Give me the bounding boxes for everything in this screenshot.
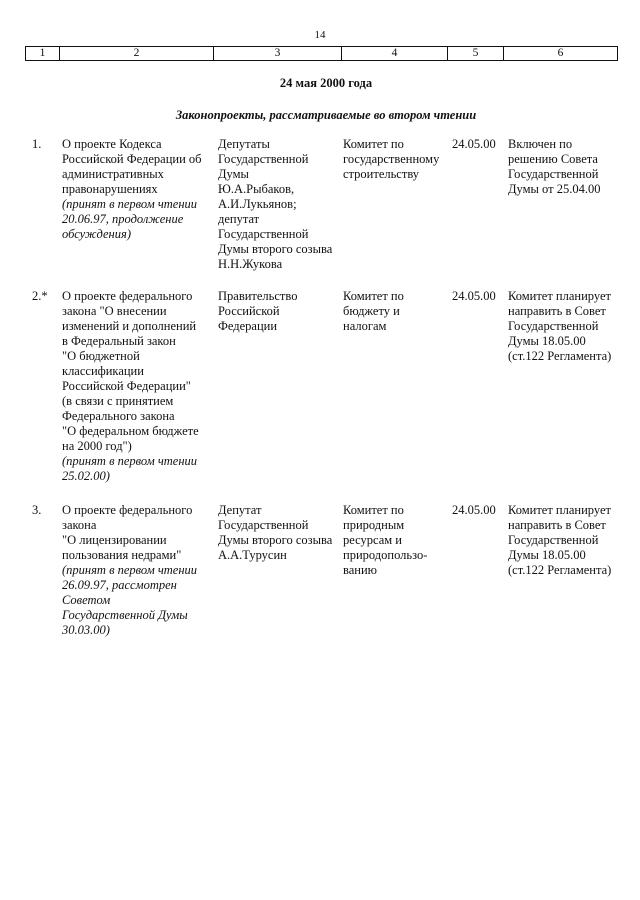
bill-note-line: Думы 18.05.00: [508, 548, 586, 562]
bill-note-line: направить в Совет: [508, 518, 606, 532]
bill-note: [508, 289, 626, 364]
header-col-5: 5: [448, 47, 504, 61]
responsible-committee: [343, 289, 447, 334]
bill-title-line: О проекте Кодекса: [62, 137, 162, 151]
bill-title-line: Государственной Думы: [62, 608, 188, 622]
bill-title-line: обсуждения): [62, 227, 131, 241]
entry-number: 3.: [32, 503, 42, 517]
review-date: 24.05.00: [452, 503, 496, 517]
header-col-1: 1: [26, 47, 60, 61]
bill-note-line: (ст.122 Регламента): [508, 349, 612, 363]
bill-title-line: закона "О внесении: [62, 304, 167, 318]
header-col-2: 2: [60, 47, 214, 61]
bill-note-line: Комитет планирует: [508, 289, 611, 303]
bill-title-line: Российской Федерации об: [62, 152, 202, 166]
bill-note-line: Думы от 25.04.00: [508, 182, 601, 196]
bill-title-line: 25.02.00): [62, 469, 110, 483]
bill-author-line: Государственной: [218, 152, 309, 166]
responsible-committee-line: ванию: [343, 563, 378, 577]
bill-author: [218, 289, 340, 334]
bill-title: [62, 503, 212, 638]
bill-note-line: направить в Совет: [508, 304, 606, 318]
responsible-committee-line: природопользо-: [343, 548, 428, 562]
bill-title-line: классификации: [62, 364, 144, 378]
responsible-committee-line: строительству: [343, 167, 420, 181]
bill-author-line: Думы второго созыва: [218, 242, 333, 256]
bill-note-line: Государственной: [508, 167, 599, 181]
bill-title-line: 20.06.97, продолжение: [62, 212, 184, 226]
responsible-committee-line: Комитет по: [343, 289, 404, 303]
bill-author-line: Государственной: [218, 518, 309, 532]
bill-author-line: Федерации: [218, 319, 278, 333]
bill-title-line: 30.03.00): [62, 623, 110, 637]
bill-author-line: Депутаты: [218, 137, 270, 151]
bill-title-line: административных: [62, 167, 164, 181]
bill-title-line: "О лицензировании: [62, 533, 167, 547]
bill-note-line: (ст.122 Регламента): [508, 563, 612, 577]
responsible-committee-line: ресурсам и: [343, 533, 402, 547]
bill-author-line: Государственной: [218, 227, 309, 241]
entry-number: 1.: [32, 137, 42, 151]
column-number-header: [25, 46, 618, 61]
section-heading: Законопроекты, рассматриваемые во втором чтении: [175, 108, 477, 122]
bill-title-line: "О бюджетной: [62, 349, 140, 363]
review-date: 24.05.00: [452, 289, 496, 303]
bill-note-line: Включен по: [508, 137, 573, 151]
bill-title: [62, 137, 212, 242]
bill-title-line: "О федеральном бюджете: [62, 424, 199, 438]
bill-note-line: Комитет планирует: [508, 503, 611, 517]
header-col-3: 3: [214, 47, 342, 61]
bill-title-line: (в связи с принятием: [62, 394, 174, 408]
bill-note: [508, 137, 626, 197]
bill-title-line: О проекте федерального: [62, 289, 193, 303]
bill-title-line: изменений и дополнений: [62, 319, 197, 333]
page-number: 14: [314, 29, 326, 41]
bill-author: [218, 137, 340, 272]
bill-author-line: Ю.А.Рыбаков,: [218, 182, 295, 196]
bill-author-line: Правительство: [218, 289, 298, 303]
responsible-committee-line: налогам: [343, 319, 387, 333]
entry-number: 2.*: [32, 289, 48, 303]
responsible-committee-line: Комитет по: [343, 503, 404, 517]
bill-author-line: депутат: [218, 212, 260, 226]
bill-note-line: Государственной: [508, 533, 599, 547]
bill-note: [508, 503, 626, 578]
bill-title-line: правонарушениях: [62, 182, 158, 196]
bill-title-line: Российской Федерации": [62, 379, 191, 393]
responsible-committee-line: бюджету и: [343, 304, 400, 318]
bill-title-line: Советом: [62, 593, 111, 607]
review-date: 24.05.00: [452, 137, 496, 151]
bill-title: [62, 289, 212, 484]
bill-author-line: Думы: [218, 167, 249, 181]
bill-note-line: решению Совета: [508, 152, 598, 166]
bill-author-line: Российской: [218, 304, 280, 318]
bill-title-line: закона: [62, 518, 97, 532]
header-col-4: 4: [342, 47, 448, 61]
responsible-committee: [343, 503, 447, 578]
bill-author: [218, 503, 340, 563]
bill-author-line: А.И.Лукьянов;: [218, 197, 297, 211]
bill-title-line: (принят в первом чтении: [62, 563, 198, 577]
bill-author-line: Н.Н.Жукова: [218, 257, 283, 271]
responsible-committee-line: Комитет по: [343, 137, 404, 151]
bill-author-line: А.А.Турусин: [218, 548, 287, 562]
bill-title-line: О проекте федерального: [62, 503, 193, 517]
responsible-committee-line: природным: [343, 518, 405, 532]
header-col-6: 6: [504, 47, 618, 61]
bill-title-line: пользования недрами": [62, 548, 182, 562]
bill-title-line: (принят в первом чтении: [62, 454, 198, 468]
responsible-committee-line: государственному: [343, 152, 440, 166]
bill-title-line: в Федеральный закон: [62, 334, 176, 348]
bill-title-line: Федерального закона: [62, 409, 175, 423]
responsible-committee: [343, 137, 447, 182]
bill-title-line: 26.09.97, рассмотрен: [62, 578, 177, 592]
bill-title-line: (принят в первом чтении: [62, 197, 198, 211]
bill-author-line: Думы второго созыва: [218, 533, 333, 547]
date-heading: 24 мая 2000 года: [279, 76, 373, 90]
bill-title-line: на 2000 год"): [62, 439, 132, 453]
bill-note-line: Думы 18.05.00: [508, 334, 586, 348]
bill-note-line: Государственной: [508, 319, 599, 333]
bill-author-line: Депутат: [218, 503, 262, 517]
